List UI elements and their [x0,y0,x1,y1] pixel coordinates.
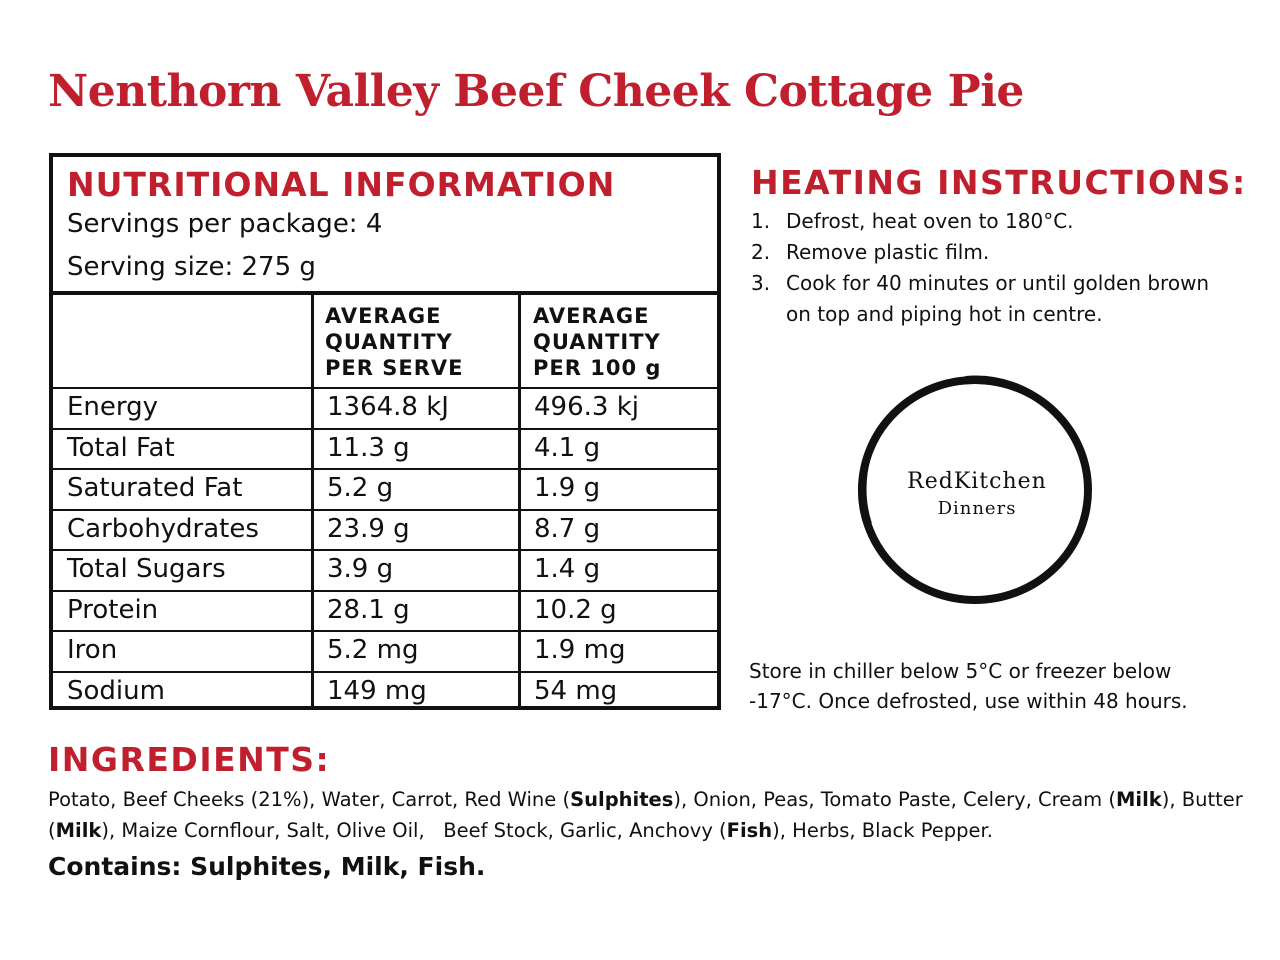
per-100g-value: 54 mg [534,676,618,706]
per-100g-value: 1.4 g [534,554,601,584]
serving-size: Serving size: 275 g [67,252,316,282]
table-row [53,551,717,589]
per-serve-value: 1364.8 kJ [327,392,449,422]
per-serve-value: 5.2 g [327,473,394,503]
table-row [53,470,717,508]
nutrition-header [53,157,717,295]
column-header-per-100g [533,303,661,381]
nutrient-name: Iron [67,635,118,665]
heating-step [751,268,1221,330]
nutrition-panel [49,153,721,710]
allergen-text: Milk [55,819,102,842]
nutrient-name: Energy [67,392,159,422]
step-number: 3. [751,271,771,295]
nutrient-name: Sodium [67,676,165,706]
column-header-line: PER 100 g [533,356,662,380]
per-serve-value: 3.9 g [327,554,394,584]
per-serve-value: 5.2 mg [327,635,419,665]
heating-instructions-title: HEATING INSTRUCTIONS: [751,163,1247,202]
ingredient-text: ), Herbs, Black Pepper. [772,819,993,842]
step-text: Cook for 40 minutes or until golden brown on top and piping hot in centre. [786,271,1210,326]
allergen-contains-statement: Contains: Sulphites, Milk, Fish. [48,852,486,881]
column-header-per-serve [325,303,463,381]
per-100g-value: 496.3 kj [534,392,639,422]
table-row [53,511,717,549]
per-100g-value: 8.7 g [534,514,601,544]
heating-steps [751,206,1221,330]
logo-wordmark: RedKitchen [907,469,1047,494]
table-row [53,592,717,630]
ingredient-text: ), Onion, Peas, Tomato Paste, Celery, Cream ( [673,788,1116,811]
column-header-line: AVERAGE [533,304,650,328]
nutrition-heading: NUTRITIONAL INFORMATION [67,165,616,204]
table-row [53,673,717,711]
per-serve-value: 149 mg [327,676,427,706]
step-number: 2. [751,240,771,264]
allergen-text: Fish [726,819,773,842]
nutrient-name: Total Fat [67,433,175,463]
ingredient-text: ), Butter ( [48,788,1243,842]
storage-instructions: Store in chiller below 5°C or freezer below -17°C. Once defrosted, use within 48 hours. [749,659,1188,713]
nutrient-name: Saturated Fat [67,473,243,503]
brand-logo [852,372,1102,612]
servings-per-package: Servings per package: 4 [67,209,383,239]
ingredient-text: ), Maize Cornflour, Salt, Olive Oil, Beef Stock, Garlic, Anchovy ( [101,819,727,842]
step-text: Remove plastic film. [786,240,990,264]
table-row [53,389,717,427]
per-serve-value: 11.3 g [327,433,410,463]
step-number: 1. [751,209,771,233]
column-header-line: AVERAGE [325,304,442,328]
per-serve-value: 28.1 g [327,595,410,625]
heating-step [751,206,1221,237]
per-100g-value: 1.9 g [534,473,601,503]
heating-step [751,237,1221,268]
column-header-line: PER SERVE [325,356,464,380]
nutrient-name: Total Sugars [67,554,226,584]
step-text: Defrost, heat oven to 180°C. [786,209,1074,233]
page-title: Nenthorn Valley Beef Cheek Cottage Pie [48,66,1024,117]
allergen-text: Sulphites [570,788,674,811]
ingredient-text: Potato, Beef Cheeks (21%), Water, Carrot, Red Wine ( [48,788,571,811]
per-100g-value: 1.9 mg [534,635,626,665]
per-serve-value: 23.9 g [327,514,410,544]
logo-subtitle: Dinners [937,498,1017,519]
nutrient-name: Protein [67,595,159,625]
column-header-line: QUANTITY [533,330,661,354]
per-100g-value: 4.1 g [534,433,601,463]
nutrient-name: Carbohydrates [67,514,259,544]
allergen-text: Milk [1116,788,1162,811]
table-row [53,430,717,468]
per-100g-value: 10.2 g [534,595,617,625]
column-header-line: QUANTITY [325,330,453,354]
ingredients-title: INGREDIENTS: [48,740,331,779]
ingredients-list [48,784,1248,846]
table-row [53,632,717,670]
